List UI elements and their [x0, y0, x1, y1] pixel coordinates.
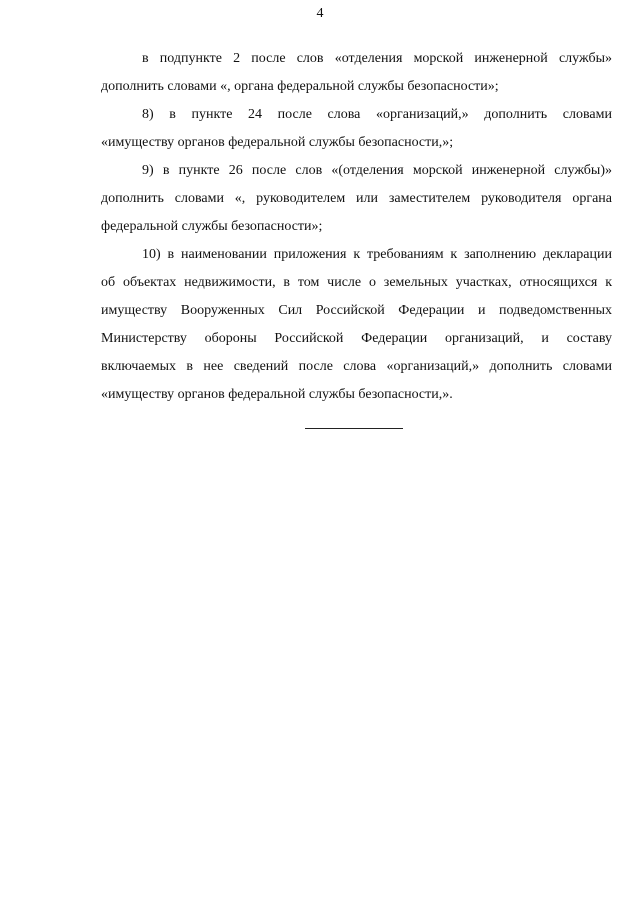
text-line: федеральной службы безопасности»;: [101, 219, 323, 234]
paragraph-item-10: [101, 241, 612, 409]
document-body: [101, 45, 612, 409]
page-number: 4: [316, 6, 324, 21]
text-line: дополнить словами «, руководителем или заместителем руководителя органа: [101, 191, 612, 206]
text-line: 8) в пункте 24 после слова «организаций,» дополнить словами: [142, 107, 612, 122]
text-line: включаемых в нее сведений после слова «организаций,» дополнить словами: [101, 359, 612, 374]
text-line: 10) в наименовании приложения к требованиям к заполнению декларации: [142, 247, 612, 262]
paragraph-subitem-2: [101, 45, 612, 101]
text-line: 9) в пункте 26 после слов «(отделения морской инженерной службы)»: [142, 163, 612, 178]
text-line: «имуществу органов федеральной службы безопасности,».: [101, 387, 453, 402]
paragraph-item-9: [101, 157, 612, 241]
text-line: имуществу Вооруженных Сил Российской Федерации и подведомственных: [101, 303, 612, 318]
text-line: в подпункте 2 после слов «отделения морской инженерной службы»: [142, 51, 612, 66]
text-line: об объектах недвижимости, в том числе о земельных участках, относящихся к: [101, 275, 612, 290]
end-divider-line: [305, 428, 403, 429]
text-line: «имуществу органов федеральной службы безопасности,»;: [101, 135, 454, 150]
text-line: Министерству обороны Российской Федерации организаций, и составу: [101, 331, 612, 346]
text-line: дополнить словами «, органа федеральной службы безопасности»;: [101, 79, 499, 94]
paragraph-item-8: [101, 101, 612, 157]
